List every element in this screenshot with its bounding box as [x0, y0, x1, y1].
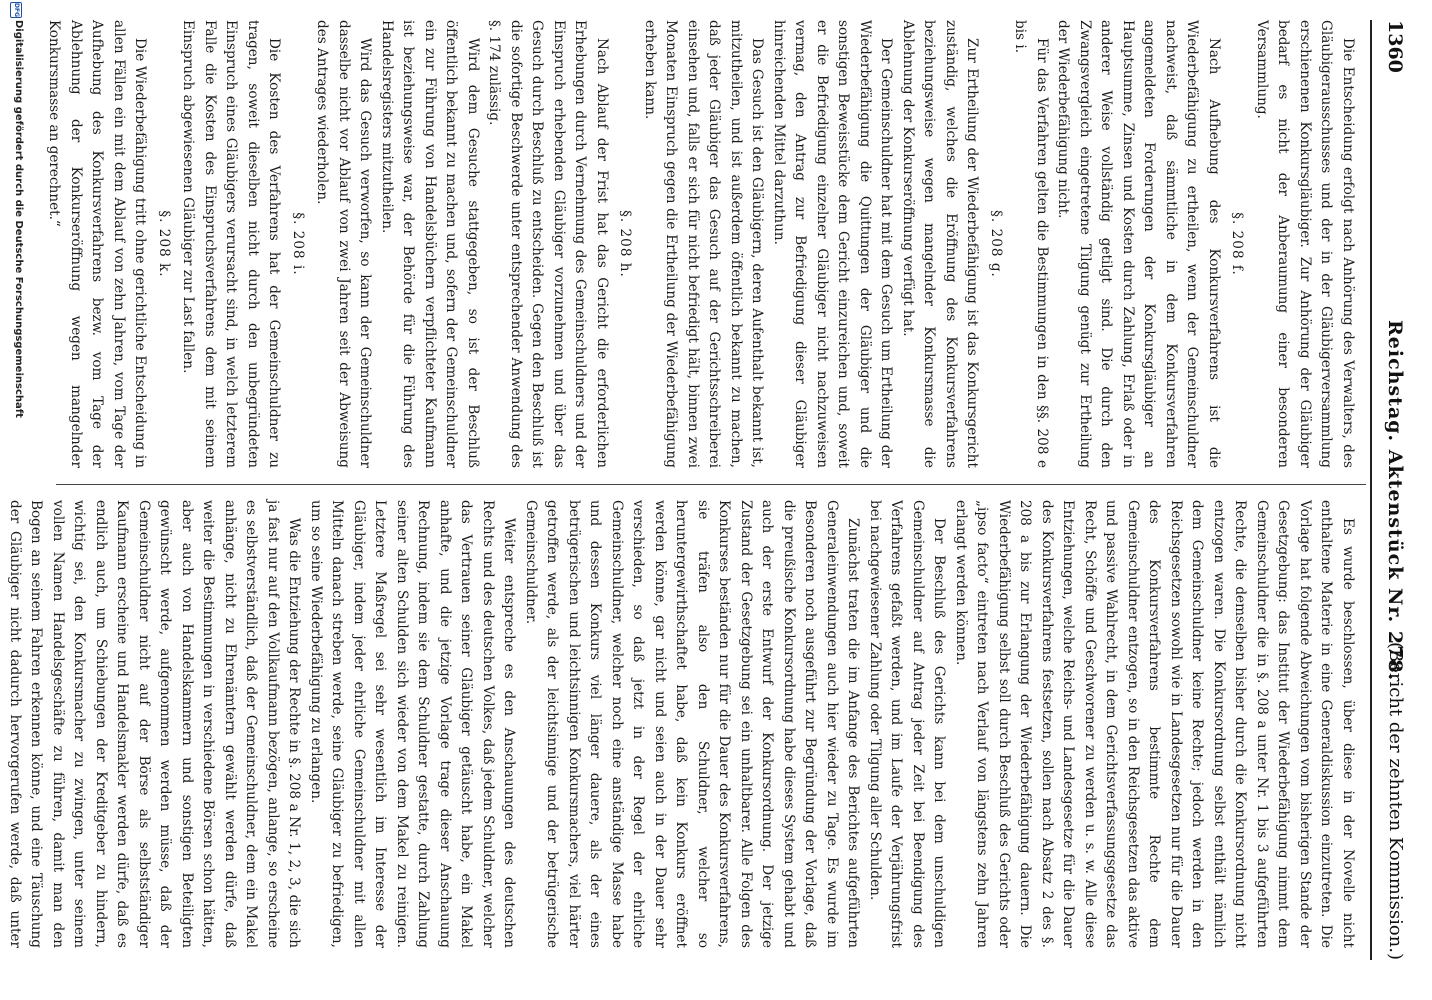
paragraph: Weiter entspreche es den Anschauungen des deutschen Rechts und des deutschen Volkes, daß jedem Schuldner, welcher das Vertrauen seiner Gläubiger getäuscht habe, ein Makel anhafte, und die jetzige Vorlage trage dieser Anschauung Rechnung, indem sie dem Schuldner gestatte, durch Zahlung seiner alten Schulden sich wieder von dem Makel zu reinigen. Letztere Maßregel sei sehr wesentlich im Interesse der Gläubiger, indem jeder ehrliche Gemeinschuldner mit allen Mitteln danach streben werde, seine Gläubiger zu befriedigen, um so seine Wiederbefähigung zu erlangen.	[308, 500, 518, 948]
paragraph: Zunächst traten die im Anfange des Berichtes aufgeführten Generaleinwendungen auch hier wieder zu Tage. Es wurde im Besonderen noch ausgeführt zur Begründung der Vorlage, daß die preußische Konkursordnung habe dieses System gehabt und auch der erste Entwurf der Konkursordnung. Der jetzige Zustand der Gesetzgebung sei ein unhaltbarer. Alle Folgen des Konkurses beständen nur für die Dauer des Konkursverfahrens, sie träfen also den Schuldner, welcher so heruntergewirthschaftet habe, daß kein Konkurs eröffnet werden könne, gar nicht und seien auch in der Dauer sehr verschieden, so daß jetzt in der Regel der ehrliche Gemeinschuldner, welcher noch eine anständige Masse habe und dessen Konkurs viel länger dauere, als der eines betrügerischen und leichtsinnigen Konkursmachers, viel härter getroffen werde, als der leichtsinnige und der betrügerische Gemeinschuldner.	[523, 500, 862, 948]
section-heading: §. 208 k.	[156, 210, 172, 278]
paragraph: Was die Entziehung der Rechte in §. 208 a Nr. 1, 2, 3, die sich ja fast nur auf den Vollkaufmann bezögen, anlange, so erscheine es selbstverständlich, daß der Gemeinschuldner, dem ein Makel anhänge, nicht zu Ehrenämtern gewählt werden dürfe, daß weiter die Bestimmungen in verschiedene Börsen schon hätten, aber auch von Handelskammern und sonstigen Beteiligten gewünscht werde, aufgenommen werden müsse, daß der Gemeinschuldner nicht auf der Börse als selbstständiger Kaufmann erscheine und Handelsmakler werden dürfe, daß es endlich auch, um Schiebungen der Kreditgeber zu hindern, wichtig sei, den Konkursmacher zu zwingen, unter seinem vollen Namen Handelsgeschäfte zu führen, damit man den Bogen an seinem Fahren erkennen könne, und eine Täuschung der Gläubiger nicht dadurch hervorgerufen werde, daß unter	[7, 500, 303, 948]
paragraph: Nach Ablauf der Frist hat das Gericht die erforderlichen Erhebungen durch Vernehmung des Gemeinschuldners und der Einspruch erhebenden Gläubiger vorzunehmen und über das Gesuch durch Beschluß zu entscheiden. Gegen den Beschluß ist die sofortige Beschwerde unter entsprechender Anwendung des §. 174 zulässig.	[486, 20, 610, 468]
paragraph: Für das Verfahren gelten die Bestimmungen in den §§. 208 e bis i.	[1012, 20, 1050, 468]
column-divider	[56, 484, 1366, 485]
paragraph: Die Kosten des Verfahrens hat der Gemeinschuldner zu tragen, soweit dieselben nicht durch den unbegründeten Einspruch eines Gläubigers verursacht sind, in welch letzterem Falle die Kosten des Einspruchsverfahrens dem mit seinem Einspruch abgewiesenen Gläubiger zur Last fallen.	[180, 20, 283, 468]
running-title: Reichstag. Aktenstück Nr. 278.	[1384, 320, 1406, 682]
paragraph: Wird das Gesuch verworfen, so kann der Gemeinschuldner dasselbe nicht vor Ablauf von zwei Jahren seit der Abweisung des Antrages wiederholen.	[314, 20, 374, 468]
paragraph: Der Beschluß des Gerichts kann bei dem unschuldigen Gemeinschuldner auf Antrag jeder Zeit bei Beendigung des Verfahrens gefaßt werden, und im Laufe der Verjährungsfrist bei nachgewiesener Zahlung oder Tilgung aller Schulden.	[867, 500, 948, 948]
page-footer	[4, 0, 24, 1000]
paragraph: Der Gemeinschuldner hat mit dem Gesuch um Ertheilung der Wiederbefähigung die Quittungen der Gläubiger und die sonstigen Beweisstücke dem Gericht einzureichen und, soweit er die Befriedigung einzelner Gläubiger nicht nachzuweisen vermag, den Antrag zur Befriedigung dieser Gläubiger hinreichenden Mittel darzuthun.	[771, 20, 895, 468]
paragraph: Nach Aufhebung des Konkursverfahrens ist die Wiederbefähigung zu ertheilen, wenn der Gemeinschuldner nachweist, daß sämmtliche in dem Konkursverfahren angemeldeten Forderungen der Konkursgläubiger an Hauptsumme, Zinsen und Kosten durch Zahlung, Erlaß oder in anderer Weise vollständig getilgt sind. Die durch den Zwangsvergleich eingetretene Tilgung genügt zur Ertheilung der Wiederbefähigung nicht.	[1055, 20, 1222, 468]
right-text-column	[7, 500, 1358, 948]
paragraph: Zur Ertheilung der Wiederbefähigung ist das Konkursgericht zuständig, welches die Eröffnung des Konkursverfahrens beziehungsweise wegen mangelnder Konkursmasse die Ablehnung der Konkurseröffnung verfügt hat.	[900, 20, 981, 468]
section-heading: §. 208 f.	[1229, 212, 1246, 276]
section-heading: §. 208 g.	[988, 210, 1004, 278]
footer-credit: Digitalisierung gefördert durch die Deutsche Forschungsgemeinschaft	[13, 20, 24, 418]
paragraph: Wird dem Gesuche stattgegeben, so ist der Beschluß öffentlich bekannt zu machen und, sofern der Gemeinschuldner ein zur Führung von Handelsbüchern verpflichteter Kaufmann ist beziehungsweise war, der Behörde für die Führung des Handelsregisters mitzutheilen.	[379, 20, 481, 468]
dfg-logo-icon: DFG	[10, 2, 22, 18]
paragraph: Die Entscheidung erfolgt nach Anhörung des Verwalters, des Gläubigerausschusses und der in der Gläubigerversammlung erschienenen Konkursgläubiger. Zur Anhörung der Gläubiger bedarf es nicht der Anberaumung einer besonderen Versammlung.	[1254, 20, 1356, 468]
page-number: 1360	[1384, 20, 1406, 73]
paragraph: Die Wiederbefähigung tritt ohne gerichtliche Entscheidung in allen Fällen ein mit dem Ablauf von zehn Jahren, vom Tage der Aufhebung des Konkursverfahrens bezw. vom Tage der Ablehnung der Konkurseröffnung wegen mangelnder Konkursmasse an gerechnet.“	[46, 20, 149, 468]
paragraph: Es wurde beschlossen, über diese in der Novelle nicht enthaltene Materie in eine Generaldiskussion einzutreten. Die Vorlage hat folgende Abweichungen vom bisherigen Stande der Gesetzgebung: das Institut der Wiederbefähigung nimmt dem Gemeinschuldner die in §. 208 a unter Nr. 1 bis 3 aufgeführten Rechte, die demselben bisher durch die Konkursordnung nicht entzogen waren. Die Konkursordnung selbst enthält nämlich dem Gemeinschuldner keine Rechte; jedoch werden in den Reichsgesetzen sowohl wie in Landesgesetzen nur für die Dauer des Konkursverfahrens bestimmte Rechte dem Gemeinschuldner entzogen, so in den Reichsgesetzen das aktive und passive Wahlrecht, in dem Gerichtsverfassungsgesetze das Recht, Schöffe und Geschworener zu werden u. s. w. Alle diese Entziehungen, welche Reichs- und Landesgesetze für die Dauer des Konkursverfahrens festsetzen, sollen nach Absatz 2 des §. 208 a bis zur Erlangung der Wiederbefähigung dauern. Die Wiederbefähigung selbst soll durch Beschluß des Gerichts oder „ipso facto“ eintreten nach Verlauf von längstens zehn Jahren erlangt werden können.	[953, 500, 1356, 948]
header-rule	[1370, 20, 1372, 960]
page-header	[1374, 20, 1410, 960]
section-heading: §. 208 h.	[617, 210, 634, 278]
section-heading: §. 208 i.	[290, 212, 306, 276]
section-title: (Bericht der zehnten Kommission.)	[1385, 641, 1406, 960]
left-text-column	[46, 20, 1358, 468]
paragraph: Das Gesuch ist den Gläubigern, deren Aufenthalt bekannt ist, mitzutheilen, und ist außerdem öffentlich bekannt zu machen, daß jeder Gläubiger das Gesuch auf der Gerichtsschreiberei einsehen und, falls er sich für nicht befriedigt hält, binnen zwei Monaten Einspruch gegen die Ertheilung der Wiederbefähigung erheben kann.	[642, 20, 766, 468]
